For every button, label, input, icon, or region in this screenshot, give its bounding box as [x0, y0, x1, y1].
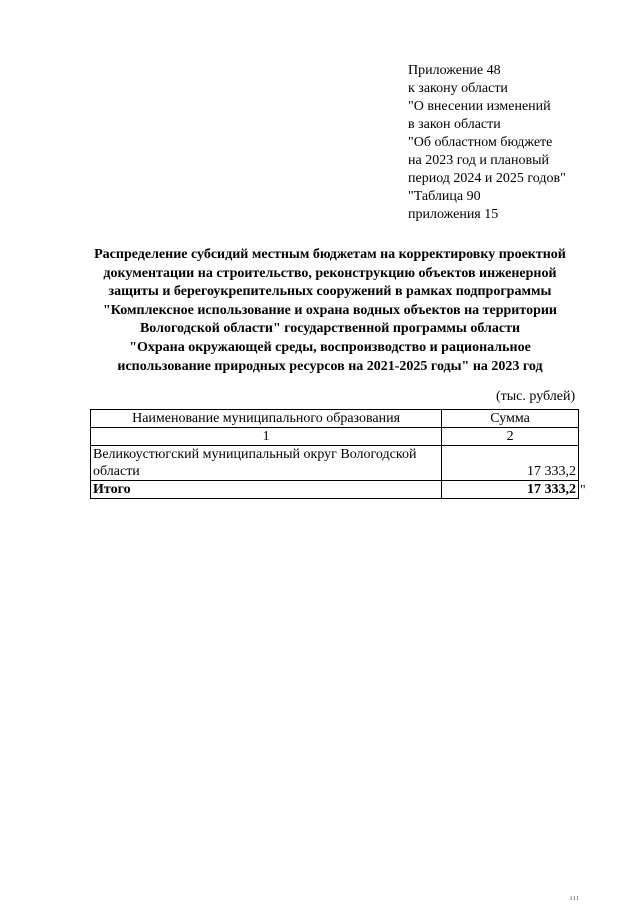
units-label: (тыс. рублей) [496, 389, 576, 404]
total-amount: 17 333,2 [442, 481, 579, 499]
header-cell-amount: Сумма [442, 410, 579, 428]
title-line: документации на строительство, реконструкцию объектов инженерной [103, 265, 557, 281]
row-municipality-name: Великоустюгский муниципальный округ Вологодской области [91, 446, 442, 481]
document-title [80, 246, 580, 376]
appendix-line: к закону области [408, 81, 508, 96]
appendix-line: "Таблица 90 [408, 189, 481, 204]
appendix-line: приложения 15 [408, 207, 499, 222]
header-cell-name: Наименование муниципального образования [91, 410, 442, 428]
column-number-1: 1 [91, 428, 442, 446]
appendix-line: в закон области [408, 117, 501, 132]
title-line: "Охрана окружающей среды, воспроизводство и рациональное [129, 339, 531, 355]
appendix-line: период 2024 и 2025 годов" [408, 171, 566, 186]
title-line: защиты и берегоукрепительных сооружений в рамках подпрограммы [108, 284, 552, 300]
total-label: Итого [91, 481, 442, 499]
appendix-line: "Об областном бюджете [408, 135, 553, 150]
appendix-line: Приложение 48 [408, 63, 501, 78]
row-amount: 17 333,2 [442, 446, 579, 481]
column-number-2: 2 [442, 428, 579, 446]
table-column-number-row [91, 428, 579, 446]
appendix-line: на 2023 год и плановый [408, 153, 550, 168]
appendix-block [408, 62, 566, 224]
table-header-row [91, 410, 579, 428]
scan-mark: ııı [570, 893, 580, 902]
subsidy-table [90, 409, 579, 499]
title-line: использование природных ресурсов на 2021-2025 годы" на 2023 год [117, 358, 543, 374]
appendix-line: "О внесении изменений [408, 99, 551, 114]
title-line: "Комплексное использование и охрана водных объектов на территории [103, 302, 557, 318]
closing-quote: " [580, 483, 586, 498]
title-line: Распределение субсидий местным бюджетам на корректировку проектной [94, 247, 566, 262]
table-total-row [91, 481, 579, 499]
table-row [91, 446, 579, 481]
title-line: Вологодской области" государственной программы области [139, 321, 521, 337]
